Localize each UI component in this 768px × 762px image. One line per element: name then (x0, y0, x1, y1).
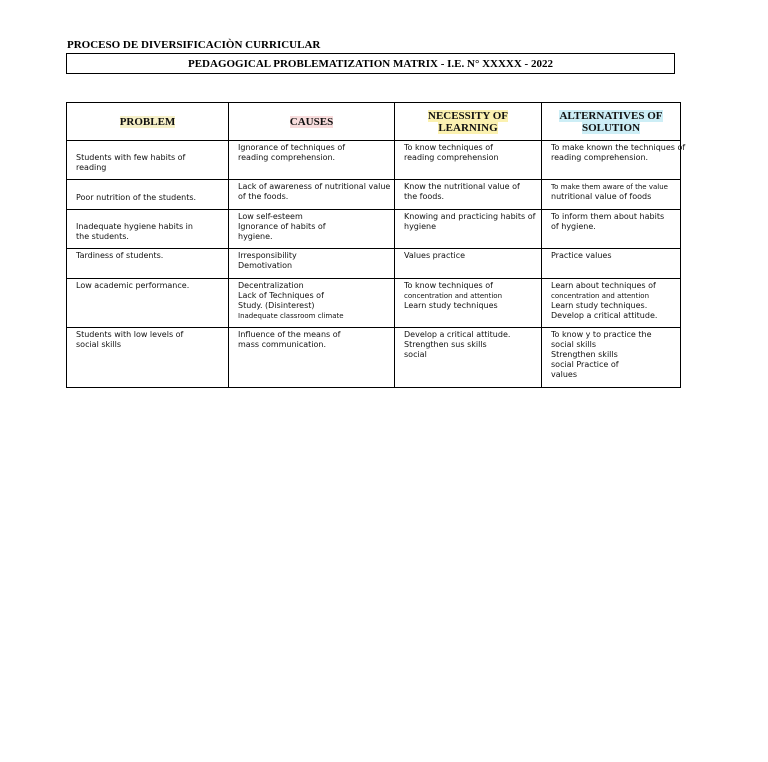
cell-line: concentration and attention (551, 292, 650, 300)
header-problem-label: PROBLEM (119, 115, 176, 128)
cell-line: the students. (76, 232, 129, 241)
alternatives-cell (542, 180, 681, 210)
cell-line: mass communication. (238, 340, 326, 349)
cell-line: Study. (Disinterest) (238, 301, 315, 310)
cell-line: Learn study techniques. (551, 301, 648, 310)
cell-line: reading comprehension. (551, 153, 649, 162)
document-heading: PROCESO DE DIVERSIFICACIÒN CURRICULAR (67, 39, 321, 51)
cell-line: Tardiness of students. (76, 251, 164, 260)
cell-line: hygiene. (238, 232, 273, 241)
necessity-cell (395, 279, 542, 328)
cell-line: Lack of awareness of nutritional value (238, 182, 391, 191)
cell-line: Decentralization (238, 281, 304, 290)
header-problem (67, 103, 229, 141)
cell-line: Ignorance of techniques of (238, 143, 346, 152)
cell-line: reading (76, 163, 107, 172)
header-alternatives (542, 103, 681, 141)
header-alternatives-label-2: SOLUTION (581, 121, 641, 134)
header-alternatives-label-1: ALTERNATIVES OF (559, 109, 663, 122)
cell-line: social Practice of (551, 360, 619, 369)
cell-line: nutritional value of foods (551, 192, 652, 201)
header-row (67, 103, 681, 141)
cell-line: To make them aware of the value (551, 183, 668, 191)
table-row (67, 210, 681, 249)
problem-cell (67, 141, 229, 180)
table-row (67, 328, 681, 388)
causes-cell (229, 279, 395, 328)
problem-cell (67, 279, 229, 328)
table-row (67, 279, 681, 328)
cell-line: social (404, 350, 427, 359)
matrix-title: PEDAGOGICAL PROBLEMATIZATION MATRIX - I.E. N° XXXXX - 2022 (188, 57, 553, 70)
cell-line: Inadequate classroom climate (238, 312, 344, 320)
cell-line: Students with low levels of (76, 330, 184, 339)
causes-cell (229, 249, 395, 279)
cell-line: of the foods. (238, 192, 289, 201)
cell-line: Irresponsibility (238, 251, 297, 260)
cell-line: Develop a critical attitude. (551, 311, 658, 320)
cell-line: values (551, 370, 578, 379)
matrix-title-box (66, 53, 675, 74)
cell-line: Practice values (551, 251, 612, 260)
alternatives-cell (542, 141, 686, 180)
necessity-cell (395, 328, 542, 388)
header-necessity (395, 103, 542, 141)
table-row (67, 249, 681, 279)
cell-line: Learn about techniques of (551, 281, 656, 290)
table-row (67, 180, 681, 210)
cell-line: Low self-esteem (238, 212, 303, 221)
cell-line: To inform them about habits (551, 212, 665, 221)
cell-line: Poor nutrition of the students. (76, 193, 197, 202)
alternatives-cell (542, 210, 681, 249)
necessity-cell (395, 180, 542, 210)
alternatives-cell (542, 328, 681, 388)
necessity-cell (395, 141, 542, 180)
cell-line: social skills (76, 340, 121, 349)
cell-line: Strengthen skills (551, 350, 618, 359)
cell-line: Develop a critical attitude. (404, 330, 511, 339)
cell-line: Students with few habits of (76, 153, 186, 162)
cell-line: Low academic performance. (76, 281, 190, 290)
cell-line: hygiene (404, 222, 437, 231)
causes-cell (229, 180, 395, 210)
cell-line: Strengthen sus skills (404, 340, 487, 349)
cell-line: To know y to practice the (551, 330, 652, 339)
cell-line: Know the nutritional value of (404, 182, 520, 191)
cell-line: To know techniques of (404, 281, 493, 290)
cell-line: Ignorance of habits of (238, 222, 326, 231)
header-causes-label: CAUSES (289, 115, 334, 128)
cell-line: Demotivation (238, 261, 293, 270)
cell-line: concentration and attention (404, 292, 503, 300)
header-necessity-label-1: NECESSITY OF (428, 109, 508, 122)
cell-line: Values practice (404, 251, 466, 260)
header-necessity-label-2: LEARNING (438, 121, 498, 134)
cell-line: reading comprehension (404, 153, 499, 162)
problem-cell (67, 210, 229, 249)
table-row (67, 141, 681, 180)
cell-line: the foods. (404, 192, 445, 201)
problematization-matrix (66, 102, 686, 388)
problem-cell (67, 249, 229, 279)
cell-line: To make known the techniques of (551, 143, 686, 152)
cell-line: To know techniques of (404, 143, 493, 152)
cell-line: of hygiene. (551, 222, 596, 231)
cell-line: Lack of Techniques of (238, 291, 324, 300)
necessity-cell (395, 249, 542, 279)
cell-line: Knowing and practicing habits of (404, 212, 536, 221)
problem-cell (67, 180, 229, 210)
causes-cell (229, 141, 395, 180)
cell-line: Influence of the means of (238, 330, 341, 339)
problem-cell (67, 328, 229, 388)
alternatives-cell (542, 279, 681, 328)
cell-line: Inadequate hygiene habits in (76, 222, 193, 231)
alternatives-cell (542, 249, 681, 279)
causes-cell (229, 210, 395, 249)
causes-cell (229, 328, 395, 388)
necessity-cell (395, 210, 542, 249)
cell-line: Learn study techniques (404, 301, 498, 310)
cell-line: reading comprehension. (238, 153, 336, 162)
cell-line: social skills (551, 340, 596, 349)
header-causes (229, 103, 395, 141)
